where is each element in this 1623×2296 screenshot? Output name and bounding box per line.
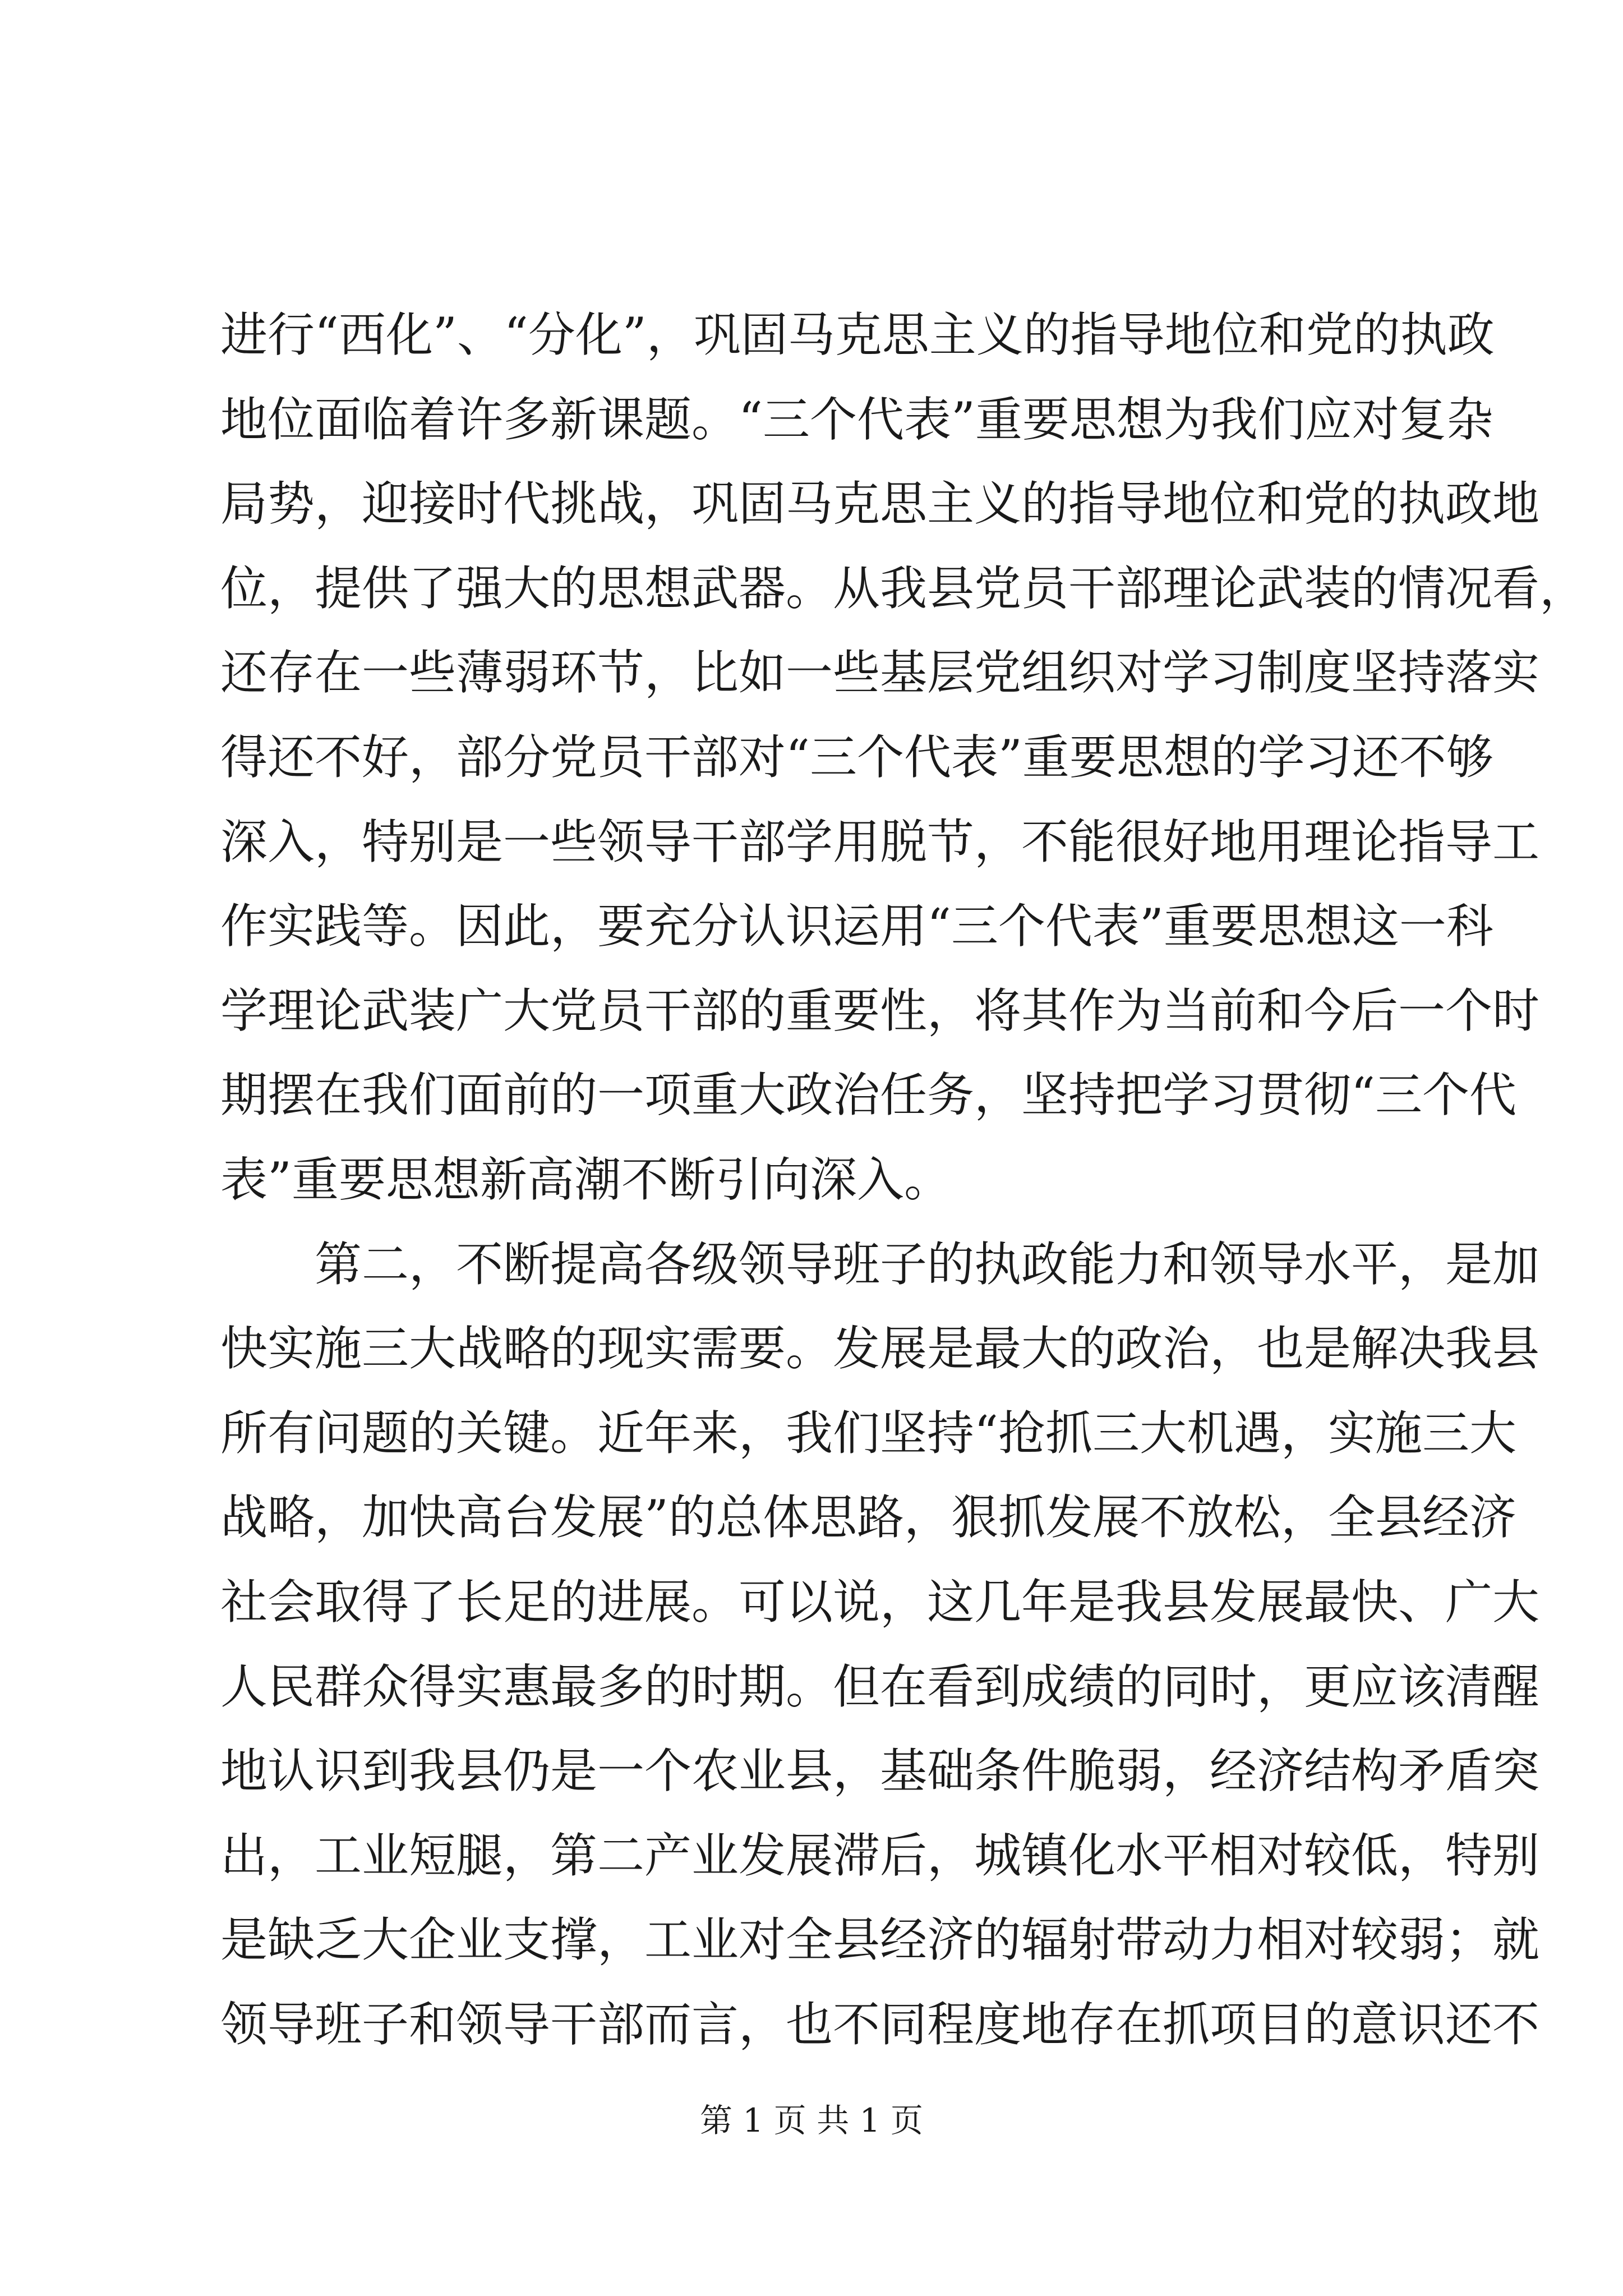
page-footer xyxy=(0,2098,1623,2143)
text-line: 是缺乏大企业支撑，工业对全县经济的辐射带动力相对较弱；就 xyxy=(220,1912,1540,1968)
text-line: 地位面临着许多新课题。“三个代表”重要思想为我们应对复杂 xyxy=(220,392,1493,447)
text-line: 深入，特别是一些领导干部学用脱节，不能很好地用理论指导工 xyxy=(220,814,1540,869)
text-line: 位，提供了强大的思想武器。从我县党员干部理论武装的情况看， xyxy=(220,560,1587,616)
text-line: 作实践等。因此，要充分认识运用“三个代表”重要思想这一科 xyxy=(220,899,1493,954)
paragraph-first-line: 第二，不断提高各级领导班子的执政能力和领导水平，是加 xyxy=(315,1236,1540,1292)
text-line: 人民群众得实惠最多的时期。但在看到成绩的同时，更应该清醒 xyxy=(220,1659,1540,1714)
page-number: 第 1 页 共 1 页 xyxy=(700,2101,923,2139)
text-line: 表”重要思想新高潮不断引向深入。 xyxy=(220,1152,951,1207)
text-line: 地认识到我县仍是一个农业县，基础条件脆弱，经济结构矛盾突 xyxy=(220,1743,1540,1799)
text-line: 出，工业短腿，第二产业发展滞后，城镇化水平相对较低，特别 xyxy=(220,1828,1540,1883)
text-line: 学理论武装广大党员干部的重要性，将其作为当前和今后一个时 xyxy=(220,983,1540,1038)
text-line: 还存在一些薄弱环节，比如一些基层党组织对学习制度坚持落实 xyxy=(220,645,1540,701)
text-line: 战略，加快高台发展”的总体思路，狠抓发展不放松，全县经济 xyxy=(220,1490,1516,1545)
text-line: 进行“西化”、“分化”，巩固马克思主义的指导地位和党的执政 xyxy=(220,307,1495,362)
text-line: 快实施三大战略的现实需要。发展是最大的政治，也是解决我县 xyxy=(220,1321,1540,1377)
text-line: 社会取得了长足的进展。可以说，这几年是我县发展最快、广大 xyxy=(220,1574,1540,1630)
text-line: 得还不好，部分党员干部对“三个代表”重要思想的学习还不够 xyxy=(220,729,1493,785)
text-line: 局势，迎接时代挑战，巩固马克思主义的指导地位和党的执政地 xyxy=(220,476,1540,532)
body-text xyxy=(220,293,1587,2067)
text-line: 领导班子和领导干部而言，也不同程度地存在抓项目的意识还不 xyxy=(220,1996,1540,2052)
text-line: 所有问题的关键。近年来，我们坚持“抢抓三大机遇，实施三大 xyxy=(220,1405,1516,1461)
text-line: 期摆在我们面前的一项重大政治任务，坚持把学习贯彻“三个代 xyxy=(220,1068,1516,1123)
